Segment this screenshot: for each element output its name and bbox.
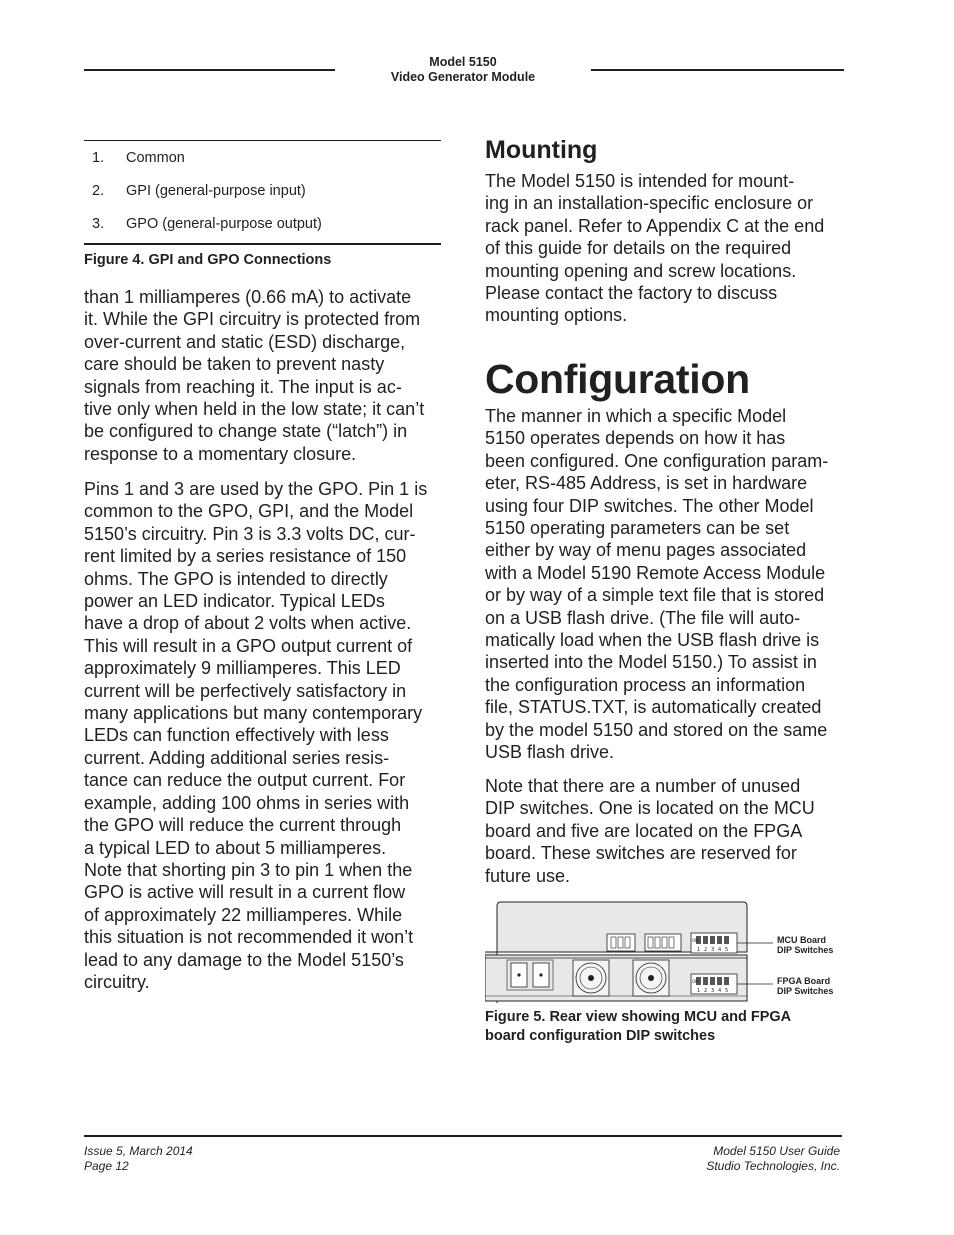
dip-number: 4 (718, 988, 722, 994)
mcu-dip-switch (691, 933, 737, 953)
footer-left (84, 1144, 193, 1174)
text-line: rent limited by a series resistance of 150 (84, 546, 407, 567)
dip-on-text: ON (692, 938, 699, 943)
text-line: tance can reduce the output current. For (84, 770, 406, 791)
text-line: file, STATUS.TXT, is automatically created (485, 697, 822, 718)
header-title-line2: Video Generator Module (390, 70, 536, 84)
text-line: common to the GPO, GPI, and the Model (84, 501, 414, 522)
caption-line: Figure 5. Rear view showing MCU and FPGA (485, 1009, 792, 1025)
dip-number: 1 (697, 988, 701, 994)
text-line: current will be perfectively satisfactory in (84, 680, 407, 701)
text-line: The manner in which a specific Model (485, 406, 787, 426)
figure4-caption: Figure 4. GPI and GPO Connections (84, 252, 332, 268)
label-line: MCU Board (777, 935, 826, 945)
figure5-caption (485, 1008, 847, 1046)
mcu-dip-switch-label (777, 935, 833, 955)
pin-number: 3. (92, 216, 105, 232)
text-line: the GPO will reduce the current through (84, 815, 402, 836)
text-line: example, adding 100 ohms in series with (84, 792, 410, 813)
gpo-paragraph (84, 478, 441, 993)
text-line: over-current and static (ESD) discharge, (84, 331, 406, 352)
dip-number: 5 (725, 947, 729, 953)
text-line: 5150’s circuitry. Pin 3 is 3.3 volts DC, cur- (84, 523, 416, 544)
text-line: be configured to change state (“latch”) in (84, 421, 408, 442)
fpga-dip-switch-label (777, 976, 833, 996)
dip-number: 5 (725, 988, 729, 994)
text-line: USB flash drive. (485, 742, 615, 763)
text-line: than 1 milliamperes (0.66 mA) to activate (84, 287, 412, 307)
gpi-paragraph (84, 286, 441, 465)
text-line: circuitry. (84, 971, 150, 992)
text-line: This will result in a GPO output current of (84, 635, 413, 656)
text-line: current. Adding additional series resis- (84, 747, 390, 768)
text-line: signals from reaching it. The input is ac- (84, 376, 402, 397)
text-line: this situation is not recommended it won’t (84, 927, 414, 948)
rear-view-figure (485, 900, 847, 1004)
dip-number: 1 (697, 947, 701, 953)
small-switch-block (607, 934, 635, 951)
header-rule-right (591, 69, 844, 71)
text-line: using four DIP switches. The other Model (485, 495, 814, 516)
text-line: ing in an installation-specific enclosure or (485, 193, 814, 214)
text-line: mounting opening and screw locations. (485, 260, 797, 281)
page-number: Page 12 (84, 1159, 129, 1173)
dip-number: 4 (718, 947, 722, 953)
dip-number: 3 (711, 988, 715, 994)
dip-number: 3 (711, 947, 715, 953)
text-line: board and five are located on the FPGA (485, 820, 803, 841)
pin-label: GPO (general-purpose output) (126, 216, 322, 232)
dip-switch-note-paragraph (485, 775, 847, 887)
caption-line: board configuration DIP switches (485, 1028, 716, 1044)
text-line: Pins 1 and 3 are used by the GPO. Pin 1 is (84, 479, 428, 499)
text-line: Please contact the factory to discuss (485, 283, 778, 304)
text-line: have a drop of about 2 volts when active. (84, 613, 412, 634)
page-header (335, 55, 591, 85)
company-name: Studio Technologies, Inc. (706, 1159, 840, 1173)
dip-number: 2 (704, 988, 708, 994)
text-line: of approximately 22 milliamperes. While (84, 904, 403, 925)
label-line: DIP Switches (777, 945, 834, 955)
text-line: ohms. The GPO is intended to directly (84, 568, 388, 589)
text-line: with a Model 5190 Remote Access Module (485, 562, 826, 583)
pin-label: GPI (general-purpose input) (126, 183, 306, 199)
text-line: power an LED indicator. Typical LEDs (84, 591, 385, 612)
header-rule-left (84, 69, 335, 71)
text-line: either by way of menu pages associated (485, 540, 807, 561)
text-line: tive only when held in the low state; it can’t (84, 399, 425, 420)
text-line: GPO is active will result in a current flow (84, 882, 406, 903)
pin-label: Common (126, 150, 185, 166)
text-line: response to a momentary closure. (84, 443, 357, 464)
text-line: LEDs can function effectively with less (84, 725, 389, 746)
text-line: by the model 5150 and stored on the same (485, 719, 828, 740)
bnc-connector-icon (573, 960, 609, 996)
pin-number: 2. (92, 183, 105, 199)
text-line: 5150 operating parameters can be set (485, 518, 790, 539)
label-line: DIP Switches (777, 986, 834, 996)
text-line: 5150 operates depends on how it has (485, 428, 786, 449)
fpga-dip-switch (691, 974, 737, 994)
mounting-heading: Mounting (485, 136, 598, 164)
text-line: on a USB flash drive. (The file will auto- (485, 607, 801, 628)
text-line: of this guide for details on the required (485, 238, 792, 259)
text-line: many applications but many contemporary (84, 703, 423, 724)
text-line: inserted into the Model 5150.) To assist in (485, 652, 817, 673)
pin-number: 1. (92, 150, 105, 166)
text-line: rack panel. Refer to Appendix C at the end (485, 215, 825, 236)
dip-number: 2 (704, 947, 708, 953)
header-title-line1: Model 5150 (429, 55, 497, 69)
text-line: eter, RS-485 Address, is set in hardware (485, 473, 808, 494)
text-line: lead to any damage to the Model 5150’s (84, 949, 404, 970)
text-line: the configuration process an information (485, 674, 806, 695)
mounting-paragraph (485, 170, 847, 327)
configuration-heading: Configuration (485, 356, 750, 402)
text-line: mounting options. (485, 305, 628, 326)
text-line: The Model 5150 is intended for mount- (485, 171, 795, 191)
text-line: been configured. One configuration param- (485, 450, 829, 471)
configuration-paragraph (485, 405, 847, 764)
text-line: board. These switches are reserved for (485, 843, 797, 864)
text-line: approximately 9 milliamperes. This LED (84, 658, 401, 679)
footer-right (706, 1144, 840, 1174)
bnc-connector-icon (633, 960, 669, 996)
text-line: it. While the GPI circuitry is protected from (84, 309, 421, 330)
gpi-gpo-pin-table (84, 140, 441, 245)
dip-on-text: ON (692, 979, 699, 984)
label-line: FPGA Board (777, 976, 831, 986)
text-line: matically load when the USB flash drive is (485, 630, 820, 651)
text-line: or by way of a simple text file that is stored (485, 585, 825, 606)
small-switch-block (645, 934, 681, 951)
text-line: future use. (485, 865, 571, 886)
text-line: care should be taken to prevent nasty (84, 354, 385, 375)
text-line: a typical LED to about 5 milliamperes. (84, 837, 387, 858)
text-line: Note that shorting pin 3 to pin 1 when the (84, 859, 413, 880)
text-line: DIP switches. One is located on the MCU (485, 798, 815, 819)
footer-rule (84, 1135, 842, 1137)
guide-title: Model 5150 User Guide (713, 1144, 840, 1158)
issue-date: Issue 5, March 2014 (84, 1144, 193, 1158)
text-line: Note that there are a number of unused (485, 776, 801, 796)
